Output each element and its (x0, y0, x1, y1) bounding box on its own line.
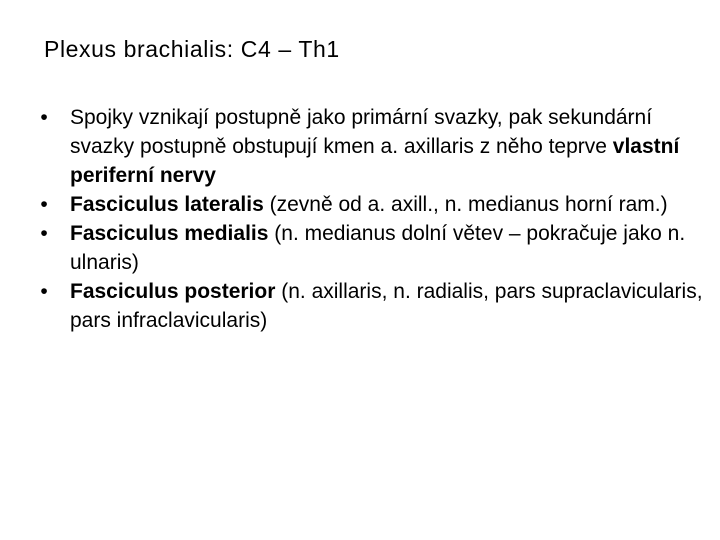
bullet-term: Fasciculus lateralis (70, 193, 264, 216)
bullet-marker: • (40, 222, 48, 245)
bullet-marker: • (40, 106, 48, 129)
bullet-text: (zevně od a. axill., n. medianus horní ram.) (263, 193, 668, 216)
bullet-marker: • (40, 280, 48, 303)
bullet-item-3 (34, 219, 704, 277)
bullet-marker: • (40, 193, 48, 216)
bullet-item-2 (34, 190, 704, 219)
bullet-item-1 (34, 103, 704, 190)
bullet-list (34, 103, 704, 335)
slide-title: Plexus brachialis: C4 – Th1 (44, 36, 340, 62)
bullet-text: Spojky vznikají postupně jako primární svazky, pak sekundární svazky postupně obstupují kmen a. axillaris z něho teprve (70, 106, 653, 158)
bullet-emphasis: vlastní periferní nervy (70, 135, 680, 187)
bullet-text: (n. axillaris, n. radialis, pars supraclavicularis, pars infraclavicularis) (70, 280, 703, 332)
bullet-term: Fasciculus posterior (70, 280, 276, 303)
bullet-text: (n. medianus dolní větev – pokračuje jako n. ulnaris) (70, 222, 686, 274)
bullet-term: Fasciculus medialis (70, 222, 269, 245)
bullet-item-4 (34, 277, 704, 335)
